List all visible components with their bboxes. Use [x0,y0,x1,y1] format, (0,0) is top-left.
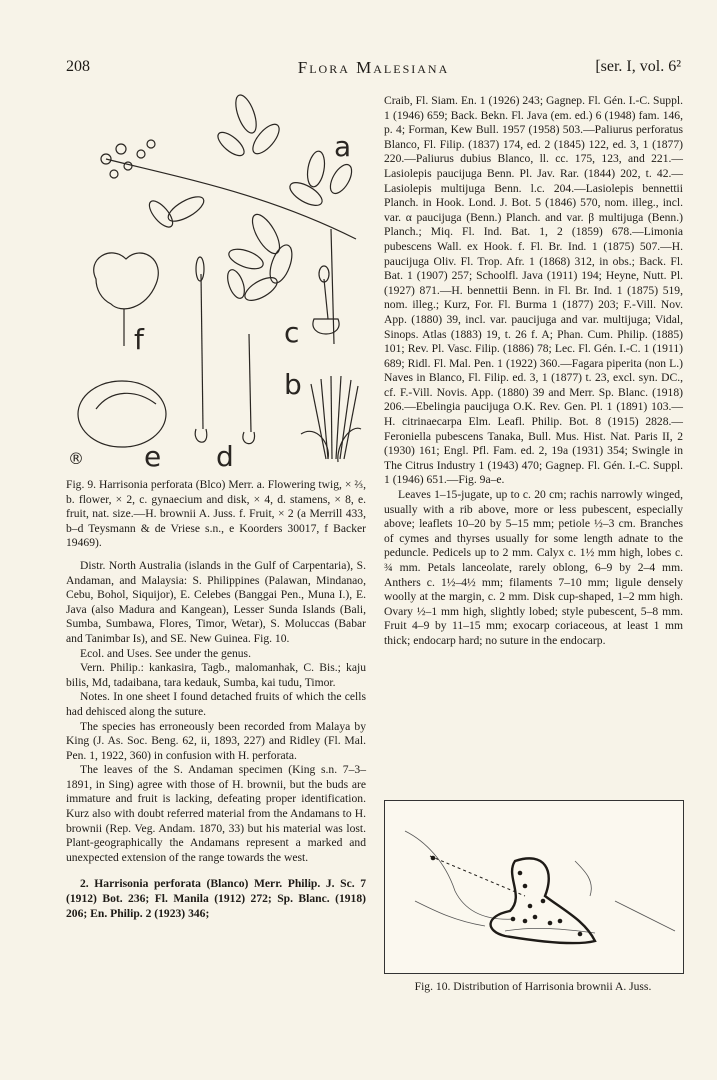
fruit-f [94,253,159,309]
synonymy-paragraph: Craib, Fl. Siam. En. 1 (1926) 243; Gagnep. Fl. Gén. I.-C. Suppl. 1 (1946) 659; Back. Bekn. Fl. Java (em. ed.) 6 (1948) fam. 146, p. 4; Forman, Kew Bull. 1957 (1958) 503.—Paliurus perforatus Blanco, Fl. Filip. (1837) 174, ed. 2 (1845) 122, ed. 3, 1 (1877) 220.—Paliurus dubius Blanco, ll. cc. 175, 123, and 221.—Lasiolepis paucijuga Benn. Pl. Jav. Rar. (1844) 202, t. 42.—Lasiolepis multijuga Benn. l.c. 204.—Lasiolepis bennettii Planch. in Hook. Lond. J. Bot. 5 (1846) 570, nom. illeg., incl. var. α paucijuga (Benn.) Planch. and var. β multijuga (Benn.) Planch.; Miq. Fl. Ind. Bat. 1, 2 (1859) 678.—Limonia pubescens Wall. ex Hook. f. Fl. Br. Ind. 1 (1875) 507.—H. paucijuga Oliv. Fl. Trop. Afr. 1 (1868) 312, in obs.; Back. Fl. Bat. 1 (1907) 257; Schoolfl. Java (1911) 194; Heyne, Nutt. Pl. (1927) 871.—H. bennettii Benn. in Fl. Br. Ind. 1 (1875) 519, nom. illeg.; Kurz, For. Fl. Burma 1 (1877) 203; F.-Vill. Nov. App. (1880) 39, incl. var. paucijuga and var. multijuga; Vidal, Sinops. Atlas (1883) 19, t. 26 f. A; Phan. Cum. Philip. (1885) 101; Rev. Pl. Vasc. Filip. (1886) 78; Lec. Fl. Gén. I.-C. 1 (1911) 689; Ridl. Fl. Mal. Pen. 1 (1922) 360.—Fagara piperita (non L.) Naves in Blanco, Fl. Filip. ed. 3, 1 (1877) t. 23, excl. syn. DC., cf. F.-Vill. Novis. App. (1880) 39 and Merr. Sp. Blanc. (1918) 206.—Ebelingia paucijuga O.K. Rev. Gen. Pl. 1 (1891) 103.—H. citrinaecarpa Elm. Leafl. Philip. Bot. 8 (1915) 2828.—Feroniella pubescens Tanaka, Bull. Mus. Hist. Nat. Paris II, 2 (1930) 161; Engl. Pfl. Fam. ed. 2, 19a (1931) 354; Swingle in The Citrus Industry 1 (1943) 470; Gagnep. Fl. Gén. I.-C. Suppl. 1 (1946) 651.—Fig. 9a–e. [384,94,683,487]
page-number: 208 [66,58,90,75]
distribution-paragraph: Distr. North Australia (islands in the Gulf of Carpentaria), S. Andaman, and Malaysia: S. Philippines (Palawan, Mindanao, Cebu, Bohol, Siquijor), E. Celebes (Banggai Pen., Muna I.), E. Java (also Madura and Kangean), Lesser Sunda Islands (Bali, Sumba, Sumbawa, Flores, Timor, Wetar), S. Moluccas (Babar and Tanimbar Is), and SE. New Guinea. Fig. 10. [66,558,366,645]
twig-stem-lower [331,229,334,344]
locality-dots [431,856,583,937]
series-volume: [ser. I, vol. 6² [595,58,681,75]
coastline [405,831,515,919]
running-title: Flora Malesiana [297,58,450,77]
right-column [384,94,683,649]
fruit-e [78,381,166,447]
ecology-paragraph: Ecol. and Uses. See under the genus. [80,646,251,660]
figure-label-d: d [216,440,234,473]
copyright-mark: ® [68,449,84,468]
description-paragraph: Leaves 1–15-jugate, up to c. 20 cm; rachis narrowly winged, usually with a rib above, more or less pubescent, especially above; leaflets 10–20 by 5–15 mm; petiole ½–3 cm. Branches of cymes and thyrses usually for some length adnate to the peduncle. Pedicels up to 2 mm. Calyx c. 1½ mm high, lobes c. ¾ mm. Petals lanceolate, rarely oblong, 6–9 by 2–4 mm. Anthers c. 1½–4½ mm; filaments 7–10 mm; ligule densely woolly at the margin, c. 2 mm. Disk cup-shaped, 1–2 mm high. Ovary ½–1 mm high, slightly lobed; style pubescent, 5–8 mm. Fruit 4–9 by 11–15 mm; exocarp coriaceous, at least 1 mm thick; endocarp hard; no suture in the endocarp. [384,488,683,647]
stamen-2 [249,334,251,432]
figure-label-b: b [284,368,302,401]
twig-stem [106,159,356,239]
leaflets [145,92,356,304]
botanical-illustration [66,84,366,474]
left-column [66,478,366,921]
gynaecium-c [324,279,328,319]
figure-label-a: a [334,130,352,163]
malaya-record-paragraph: The species has erroneously been recorded from Malaya by King (J. As. Soc. Beng. 62, ii, 1893, 227) and Ridley (Fl. Mal. Pen. 1, 1922, 360) in confusion with H. perforata. [66,719,366,762]
flower-b [301,376,361,462]
notes-paragraph: Notes. In one sheet I found detached fruits of which the cells had dehisced along the suture. [66,690,366,718]
vernacular-paragraph: Vern. Philip.: kankasira, Tagb., malomanhak, C. Bis.; kaju bilis, Md, tadaibana, tara kedauk, Sumba, kai tudu, Timor. [66,661,366,689]
figure-label-c: c [284,316,300,349]
distribution-map [384,800,684,974]
figure-caption: Fig. 9. Harrisonia perforata (Blco) Merr. a. Flowering twig, × ⅔, b. flower, × 2, c. gynaecium and disk, × 4, d. stamens, × 8, e. fruit, nat. size.—H. brownii A. Juss. f. Fruit, × 2 (a Merrill 433, b–d Teysmann & de Vriese s.n., e Koorders 30017, f Backer 19469). [66,478,366,550]
andaman-link [430,856,525,896]
andaman-paragraph: The leaves of the S. Andaman specimen (King s.n. 7–3–1891, in Sing) agree with those of H. brownii, but the buds are immature and fruit is lacking, defeating proper identification. Kurz also with doubt referred material from the Andamans to H. brownii (Rep. Veg. Andam. 1870, 33) but his material was lost. Plant-geographically the Andamans represent a marked and unexpected extension of the range towards the west. [66,763,366,864]
species-heading: 2. Harrisonia perforata (Blanco) Merr. Philip. J. Sc. 7 (1912) Bot. 236; Fl. Manila (1912) 272; Sp. Blanc. (1918) 206; En. Philip. 2 (1923) 346; [66,877,366,920]
stamen-1 [201,274,203,429]
map-caption: Fig. 10. Distribution of Harrisonia brownii A. Juss. [414,980,652,993]
page-header [66,58,681,82]
figure-label-e: e [144,440,162,473]
flower-cluster [101,140,155,178]
figure-label-f: f [134,323,144,356]
